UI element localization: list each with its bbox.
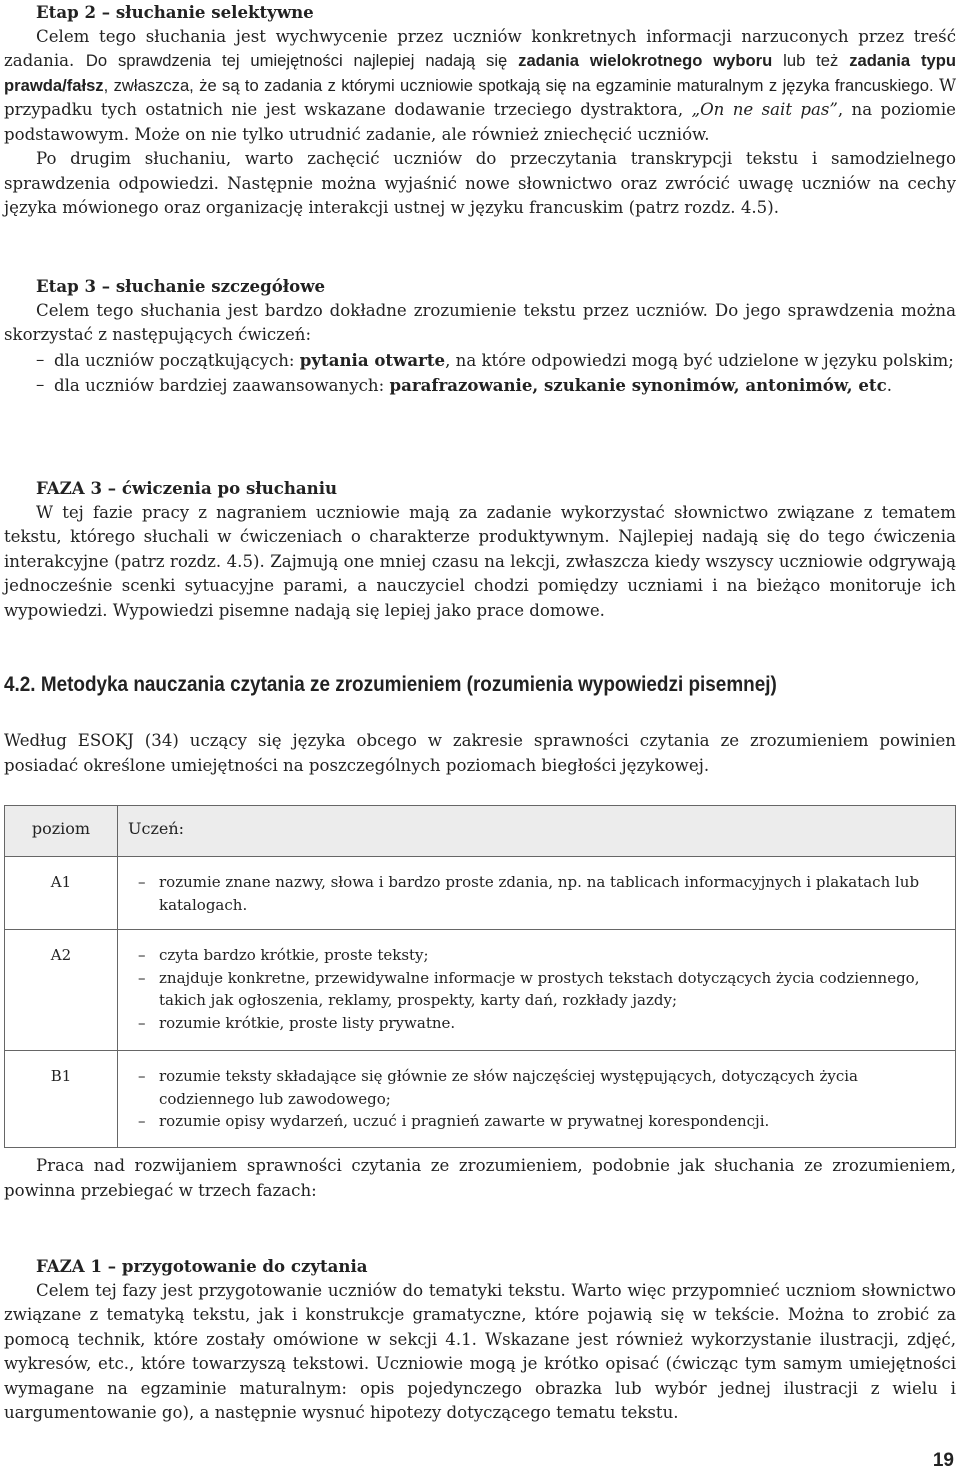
paragraph-phases: Praca nad rozwijaniem sprawności czytania ze zrozumieniem, podobnie jak słuchania ze zrozumieniem, powinna przebiegać w trzech fazach:: [4, 1156, 956, 1200]
skills-cell: [118, 930, 956, 1051]
heading-etap-2: Etap 2 – słuchanie selektywne: [36, 2, 314, 22]
list-item: – rozumie znane nazwy, słowa i bardzo proste zdania, np. na tablicach informacyjnych i plakatach lub katalogach.: [138, 871, 941, 916]
paragraph-faza-3: W tej fazie pracy z nagraniem uczniowie mają za zadanie wykorzystać słownictwo związane z tematem tekstu, którego słuchali w ćwiczeniach o charakterze produktywnym. Najlepiej nadają się do tego ćwiczenia interakcyjne (patrz rozdz. 4.5). Zajmują one mniej czasu na lekcji, zwłaszcza kiedy wszyscy uczniowie odgrywają jednocześnie scenki sytuacyjne parami, a nauczyciel chodzi pomiędzy uczniami i na bieżąco monitoruje ich wypowiedzi. Wypowiedzi pisemne nadają się lepiej jako prace domowe.: [4, 502, 956, 620]
text: W przypadku tych ostatnich nie jest wskazane dodawanie trzeciego dystraktora,: [4, 75, 956, 119]
paragraph-faza-1: Celem tej fazy jest przygotowanie uczniów do tematyki tekstu. Warto więc przypomnieć uczniom słownictwo związane z tematyką tekstu, jak i konstrukcje gramatyczne, które pojawią się w tekście. Można to zrobić za pomocą technik, które zostały omówione w sekcji 4.1. Wskazane jest również wykorzystanie ilustracji, zdjęć, wykresów, etc., które towarzyszą tekstowi. Uczniowie mogą je krótko opisać (ćwicząc tym samym umiejętności wymagane na egzaminie maturalnym: opis pojedynczego obrazka lub wybór jednej ilustracji z wielu i uargumentowanie go), a następnie wysnuć hipotezy dotyczącego tematu tekstu.: [4, 1280, 956, 1422]
text: , na poziomie podstawowym. Może on nie tylko utrudnić zadanie, ale również zniechęcić uczniów.: [4, 100, 957, 144]
list-item: – rozumie teksty składające się głównie ze słów najczęściej występujących, dotyczących życia codziennego lub zawodowego;: [138, 1065, 941, 1110]
paragraph-etap-2-second: Po drugim słuchaniu, warto zachęcić uczniów do przeczytania transkrypcji tekstu i samodzielnego sprawdzenia odpowiedzi. Następnie można wyjaśnić nowe słownictwo oraz zwrócić uwagę uczniów na cechy języka mówionego oraz organizację interakcji ustnej w języku francuskim (patrz rozdz. 4.5).: [4, 149, 956, 217]
list-item: – rozumie krótkie, proste listy prywatne.: [138, 1012, 941, 1035]
skills-cell: [118, 1051, 956, 1148]
bold-text: pytania otwarte: [299, 349, 446, 370]
list-item: – znajduje konkretne, przewidywalne informacje w prostych tekstach dotyczących życia codziennego, takich jak ogłoszenia, reklamy, prospekty, karty dań, rozkłady jazdy;: [138, 967, 941, 1012]
levels-table: [4, 805, 956, 1148]
skills-list: [138, 944, 941, 1034]
text: , na które odpowiedzi mogą być udzielone w języku polskim;: [445, 350, 954, 370]
list-item: – czyta bardzo krótkie, proste teksty;: [138, 944, 941, 967]
text: Do sprawdzenia tej umiejętności najlepiej nadają się: [85, 51, 519, 70]
column-header-student: Uczeń:: [118, 806, 956, 857]
list-item: [4, 373, 956, 399]
section-etap-3: [4, 274, 956, 399]
text: dla uczniów początkujących:: [54, 350, 300, 370]
text: , zwłaszcza, że są to zadania z którymi uczniowie spotkają się na egzaminie maturalnym z języka francuskiego.: [103, 75, 939, 95]
bold-text: parafrazowanie, szukanie synonimów, antonimów, etc: [389, 375, 887, 395]
italic-text: „On ne sait pas”: [691, 100, 838, 119]
list-item: [4, 348, 956, 374]
skills-cell: [118, 857, 956, 930]
section-faza-1: [4, 1254, 956, 1426]
text: .: [886, 376, 892, 395]
list-item: – rozumie opisy wydarzeń, uczuć i pragnień zawarte w prywatnej korespondencji.: [138, 1110, 941, 1133]
page-number: 19: [932, 1450, 954, 1471]
level-cell: A1: [5, 857, 118, 930]
heading-etap-3: Etap 3 – słuchanie szczegółowe: [36, 276, 326, 296]
heading-faza-3: FAZA 3 – ćwiczenia po słuchaniu: [36, 478, 338, 498]
heading-faza-1: FAZA 1 – przygotowanie do czytania: [36, 1256, 368, 1276]
table-row: [5, 1051, 956, 1148]
section-faza-3: [4, 476, 956, 623]
paragraph-intro: Według ESOKJ (34) uczący się języka obcego w zakresie sprawności czytania ze zrozumieniem powinien posiadać określone umiejętności na poszczególnych poziomach biegłości językowej.: [4, 731, 956, 775]
skills-list: [138, 1065, 941, 1133]
section-etap-2: [4, 0, 956, 221]
table-row: [5, 857, 956, 930]
section-after-table: [4, 1154, 956, 1203]
table-row: [5, 930, 956, 1051]
text: dla uczniów bardziej zaawansowanych:: [54, 376, 390, 395]
level-cell: B1: [5, 1051, 118, 1148]
paragraph-etap-3: Celem tego słuchania jest bardzo dokładne zrozumienie tekstu przez uczniów. Do jego sprawdzenia można skorzystać z następujących ćwiczeń:: [4, 300, 956, 344]
text: lub też: [772, 51, 850, 70]
section-4-2-intro: [4, 729, 956, 778]
table-header-row: [5, 806, 956, 857]
section-title: 4.2. Metodyka nauczania czytania ze zrozumieniem (rozumienia wypowiedzi pisemnej): [4, 672, 777, 696]
bold-text: zadania wielokrotnego wyboru: [518, 51, 773, 70]
text: Celem tego słuchania jest wychwycenie przez uczniów konkretnych informacji narzuconych przez treść zadania.: [4, 26, 956, 70]
level-cell: A2: [5, 930, 118, 1051]
exercise-list: [4, 348, 956, 399]
skills-list: [138, 871, 941, 916]
paragraph-etap-2-main: [4, 25, 956, 148]
column-header-level: poziom: [5, 806, 118, 857]
bold-text: zadania typu prawda/fałsz: [4, 51, 956, 95]
